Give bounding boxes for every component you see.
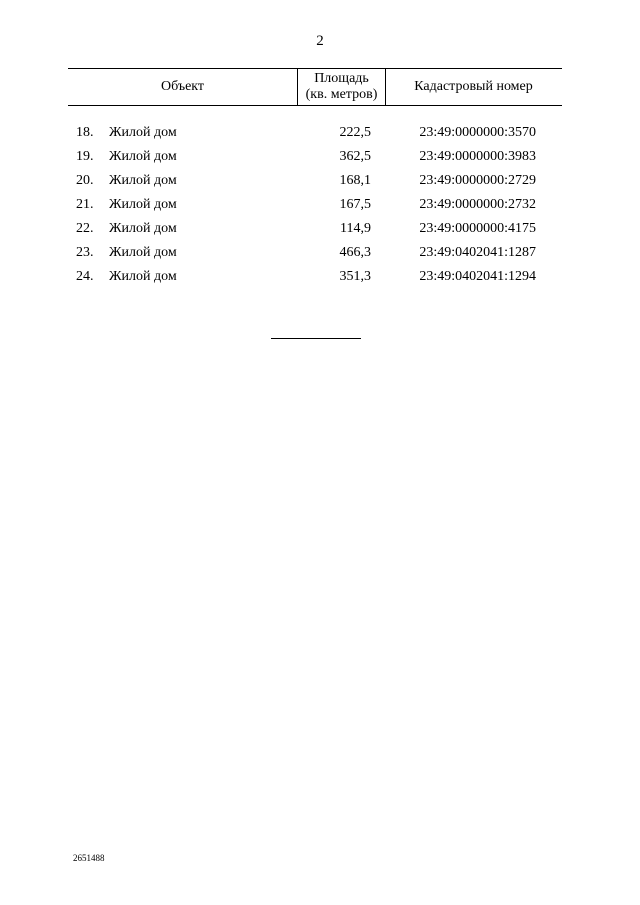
property-table — [68, 68, 562, 289]
row-area: 362,5 — [339, 149, 371, 164]
table-header — [68, 68, 562, 106]
row-object: Жилой дом — [109, 197, 177, 212]
row-number: 18. — [76, 125, 94, 140]
row-number: 22. — [76, 221, 94, 236]
header-cadastral: Кадастровый номер — [414, 79, 533, 94]
header-area-line-2: (кв. метров) — [305, 87, 378, 102]
row-number: 24. — [76, 269, 94, 284]
table-body — [68, 121, 562, 289]
header-object: Объект — [160, 79, 205, 94]
page-number: 2 — [316, 33, 324, 49]
row-cadastral: 23:49:0402041:1294 — [419, 269, 536, 284]
row-area: 168,1 — [339, 173, 371, 188]
row-number: 23. — [76, 245, 94, 260]
row-cadastral: 23:49:0402041:1287 — [419, 245, 536, 260]
table-row — [68, 241, 562, 265]
row-area: 167,5 — [339, 197, 371, 212]
row-cadastral: 23:49:0000000:3983 — [419, 149, 536, 164]
row-object: Жилой дом — [109, 125, 177, 140]
row-object: Жилой дом — [109, 269, 177, 284]
table-row — [68, 121, 562, 145]
document-code: 2651488 — [73, 853, 105, 863]
row-area: 114,9 — [340, 221, 371, 236]
row-number: 19. — [76, 149, 94, 164]
row-cadastral: 23:49:0000000:3570 — [419, 125, 536, 140]
row-object: Жилой дом — [109, 149, 177, 164]
header-area-line-1: Площадь — [314, 71, 369, 86]
table-row — [68, 265, 562, 289]
row-area: 466,3 — [339, 245, 371, 260]
end-divider — [271, 338, 361, 339]
table-row — [68, 193, 562, 217]
header-area — [297, 69, 386, 105]
row-number: 20. — [76, 173, 94, 188]
table-row — [68, 169, 562, 193]
row-object: Жилой дом — [109, 245, 177, 260]
row-object: Жилой дом — [109, 173, 177, 188]
row-cadastral: 23:49:0000000:4175 — [419, 221, 536, 236]
row-cadastral: 23:49:0000000:2732 — [419, 197, 536, 212]
table-row — [68, 145, 562, 169]
row-number: 21. — [76, 197, 94, 212]
row-area: 222,5 — [339, 125, 371, 140]
table-row — [68, 217, 562, 241]
row-area: 351,3 — [339, 269, 371, 284]
row-cadastral: 23:49:0000000:2729 — [419, 173, 536, 188]
row-object: Жилой дом — [109, 221, 177, 236]
